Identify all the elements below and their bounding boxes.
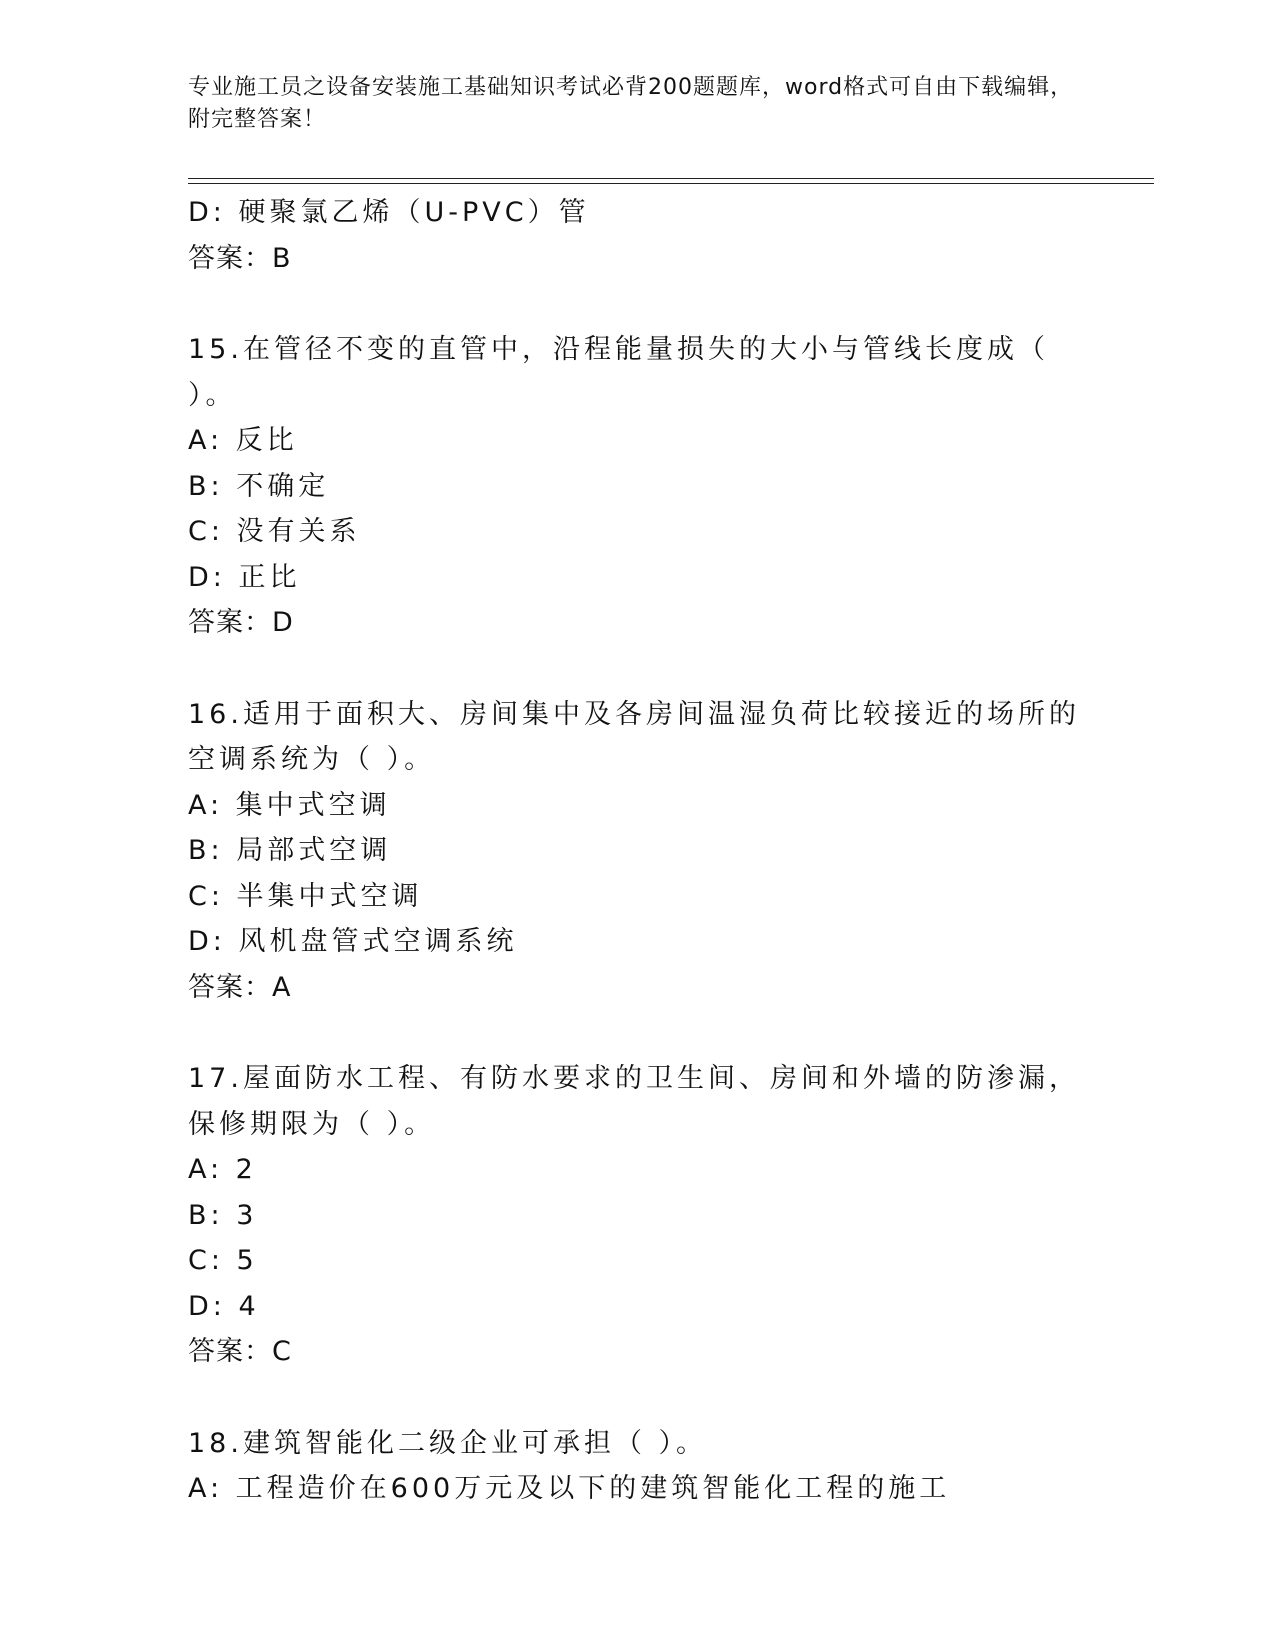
answer-line: 答案：C bbox=[188, 1336, 292, 1367]
question-stem: 18.建筑智能化二级企业可承担（ ）。 bbox=[188, 1427, 708, 1459]
spacer bbox=[188, 1010, 1088, 1056]
header-divider-bottom bbox=[188, 183, 1154, 184]
option-d: D: 硬聚氯乙烯（U-PVC）管 bbox=[188, 197, 590, 228]
answer-line: 答案：A bbox=[188, 971, 292, 1003]
spacer bbox=[188, 281, 1088, 327]
option-b: B: 局部式空调 bbox=[188, 835, 392, 866]
question-block-16 bbox=[188, 692, 1088, 1011]
question-block-17 bbox=[188, 1056, 1088, 1375]
option-b: B: 不确定 bbox=[188, 470, 330, 502]
option-c: C: 5 bbox=[188, 1245, 258, 1276]
option-c: C: 半集中式空调 bbox=[188, 880, 423, 912]
header-divider-top bbox=[188, 178, 1154, 179]
option-d: D: 正比 bbox=[188, 561, 301, 593]
option-b: B: 3 bbox=[188, 1199, 258, 1231]
option-a: A: 反比 bbox=[188, 425, 298, 456]
question-block-15 bbox=[188, 327, 1088, 646]
question-stem: 15.在管径不变的直管中，沿程能量损失的大小与管线长度成（ ）。 bbox=[188, 334, 1049, 411]
question-block-14 bbox=[188, 190, 1088, 281]
answer-line: 答案：B bbox=[188, 242, 292, 274]
question-list bbox=[188, 190, 1088, 1512]
question-stem: 17.屋面防水工程、有防水要求的卫生间、房间和外墙的防渗漏，保修期限为（ ）。 bbox=[188, 1063, 1080, 1140]
spacer bbox=[188, 1375, 1088, 1421]
question-block-18 bbox=[188, 1421, 1088, 1512]
option-d: D: 风机盘管式空调系统 bbox=[188, 926, 518, 957]
option-a: A: 工程造价在600万元及以下的建筑智能化工程的施工 bbox=[188, 1473, 951, 1504]
answer-line: 答案：D bbox=[188, 607, 294, 638]
question-stem: 16.适用于面积大、房间集中及各房间温湿负荷比较接近的场所的空调系统为（ ）。 bbox=[188, 698, 1080, 775]
document-header bbox=[188, 72, 1088, 136]
option-a: A: 集中式空调 bbox=[188, 789, 391, 821]
option-c: C: 没有关系 bbox=[188, 516, 361, 547]
spacer bbox=[188, 646, 1088, 692]
option-a: A: 2 bbox=[188, 1154, 257, 1185]
header-title: 专业施工员之设备安装施工基础知识考试必背200题题库，word格式可自由下载编辑，附完整答案！ bbox=[188, 75, 1074, 132]
option-d: D: 4 bbox=[188, 1290, 260, 1322]
